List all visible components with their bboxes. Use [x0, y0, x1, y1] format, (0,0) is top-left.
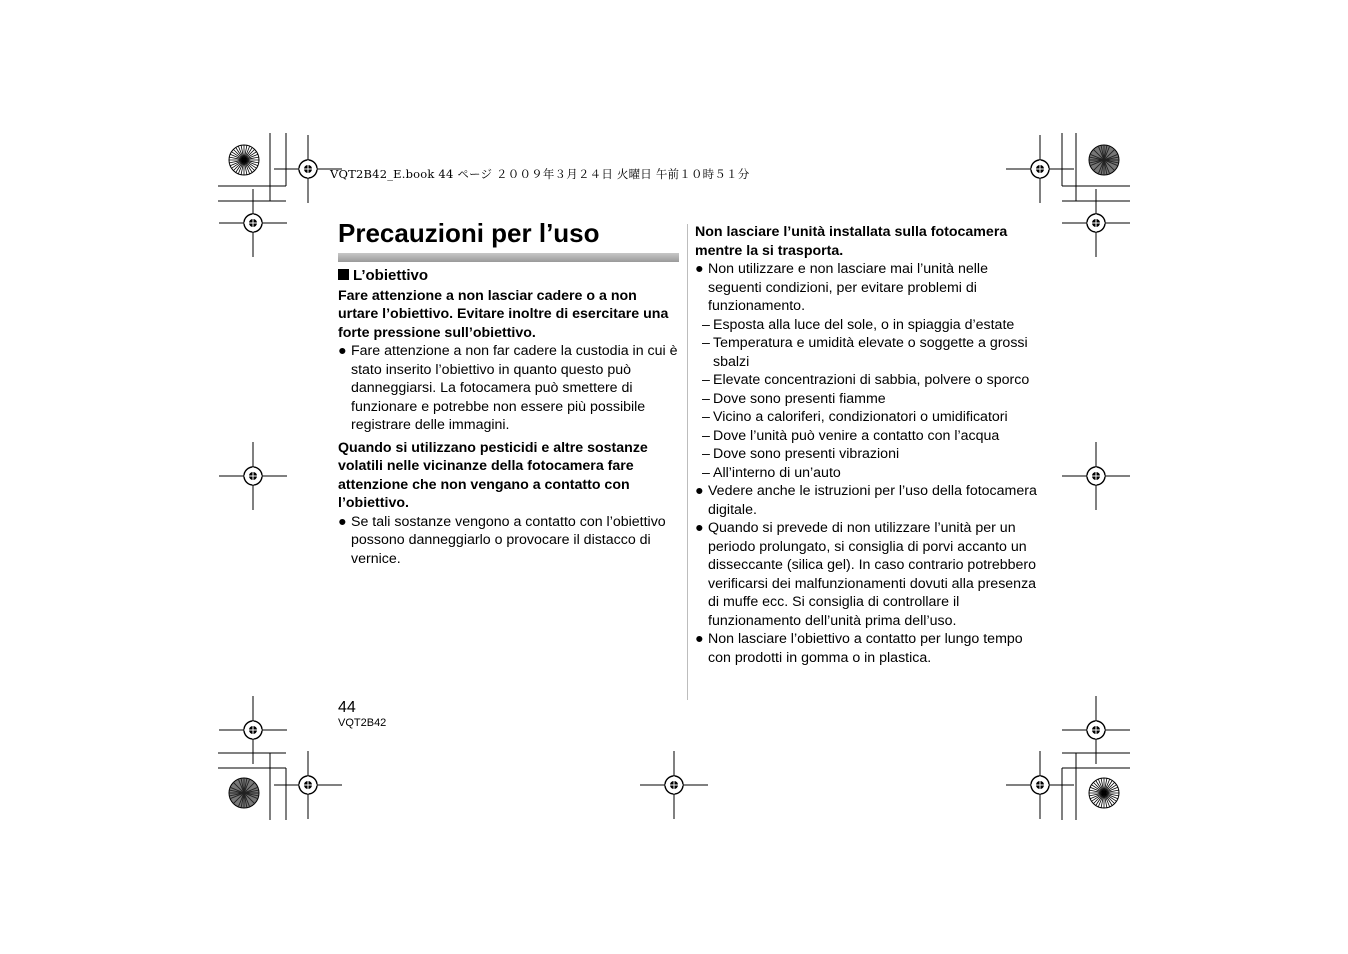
- dash-icon: –: [702, 390, 710, 407]
- dash-icon: –: [702, 409, 710, 425]
- pesticides-warning-bold: Quando si utilizzano pesticidi e altre sostanze volatili nelle vicinanze della fotocamera fare attenzione che non vengano a contatto con l’obiettivo.: [338, 439, 648, 511]
- condition-list-item: [695, 371, 1045, 390]
- condition-text: Elevate concentrazioni di sabbia, polvere o sporco: [713, 372, 1030, 388]
- condition-text: Vicino a caloriferi, condizionatori o umidificatori: [713, 409, 1008, 425]
- bullet-item: [695, 482, 1045, 519]
- bullet-item: [695, 630, 1045, 667]
- bullet-text: Fare attenzione a non far cadere la custodia in cui è stato inserito l’obiettivo in quanto questo può danneggiarsi. La fotocamera può smettere di funzionare e potrebbe non essere più possibile registrare delle immagini.: [351, 343, 678, 433]
- condition-text: Temperatura e umidità elevate o soggette a grossi sbalzi: [713, 335, 1028, 370]
- condition-text: Esposta alla luce del sole, o in spiaggia d’estate: [713, 316, 1015, 333]
- page-title: Precauzioni per l’uso: [338, 218, 600, 248]
- left-column: [338, 267, 680, 568]
- condition-text: Dove sono presenti fiamme: [713, 390, 886, 407]
- condition-list-item: [695, 445, 1045, 464]
- bullet-item: [695, 519, 1045, 630]
- condition-text: All’interno di un’auto: [713, 464, 841, 481]
- condition-list-item: [695, 464, 1045, 483]
- dash-icon: –: [702, 372, 710, 388]
- dash-icon: –: [702, 427, 710, 444]
- bullet-item: [695, 260, 1045, 316]
- square-bullet-icon: [338, 269, 349, 280]
- lens-warning-bold: Fare attenzione a non lasciar cadere o a non urtare l’obiettivo. Evitare inoltre di esercitare una forte pressione sull’obiettivo.: [338, 287, 669, 341]
- bullet-icon: ●: [695, 520, 704, 536]
- condition-list-item: [695, 408, 1045, 427]
- condition-list-item: [695, 427, 1045, 446]
- bullet-icon: ●: [695, 483, 704, 499]
- title-underline-bar: [338, 253, 679, 262]
- bullet-item: [338, 342, 680, 435]
- bullet-text: Quando si prevede di non utilizzare l’unità per un periodo prolungato, si consiglia di porvi accanto un disseccante (silica gel). In caso contrario potrebbero verificarsi dei malfunzionamenti dovuti alla presenza di muffe ecc. Si consiglia di controllare il funzionamento dell’unità prima dell’uso.: [708, 520, 1037, 629]
- bullet-text: Vedere anche le istruzioni per l’uso della fotocamera digitale.: [708, 483, 1037, 518]
- bullet-icon: ●: [338, 343, 347, 359]
- transport-warning-bold: Non lasciare l’unità installata sulla fotocamera mentre la si trasporta.: [695, 224, 1008, 259]
- dash-icon: –: [702, 335, 710, 351]
- bullet-text: Non lasciare l’obiettivo a contatto per lungo tempo con prodotti in gomma o in plastica.: [708, 631, 1023, 666]
- condition-text: Dove sono presenti vibrazioni: [713, 446, 900, 462]
- section-heading: [338, 267, 680, 286]
- file-info-header: VQT2B42_E.book 44 ページ ２００９年３月２４日 火曜日 午前１０時５１分: [330, 167, 750, 181]
- dash-icon: –: [702, 464, 710, 481]
- document-code: VQT2B42: [338, 717, 387, 729]
- bullet-item: [338, 513, 680, 569]
- condition-list-item: [695, 334, 1045, 371]
- dash-icon: –: [702, 446, 710, 462]
- right-column: [695, 223, 1045, 667]
- condition-list-item: [695, 390, 1045, 409]
- bullet-text: Non utilizzare e non lasciare mai l’unità nelle seguenti condizioni, per evitare problemi di funzionamento.: [708, 261, 988, 314]
- bullet-icon: ●: [338, 513, 347, 530]
- section-heading-text: L’obiettivo: [353, 267, 428, 284]
- bullet-icon: ●: [695, 631, 704, 647]
- bullet-text: Se tali sostanze vengono a contatto con l’obiettivo possono danneggiarlo o provocare il distacco di vernice.: [351, 513, 666, 567]
- page-number: 44: [338, 699, 356, 716]
- column-divider: [687, 224, 688, 700]
- condition-list-item: [695, 316, 1045, 335]
- dash-icon: –: [702, 316, 710, 333]
- bullet-icon: ●: [695, 261, 704, 277]
- condition-text: Dove l’unità può venire a contatto con l’acqua: [713, 427, 1000, 444]
